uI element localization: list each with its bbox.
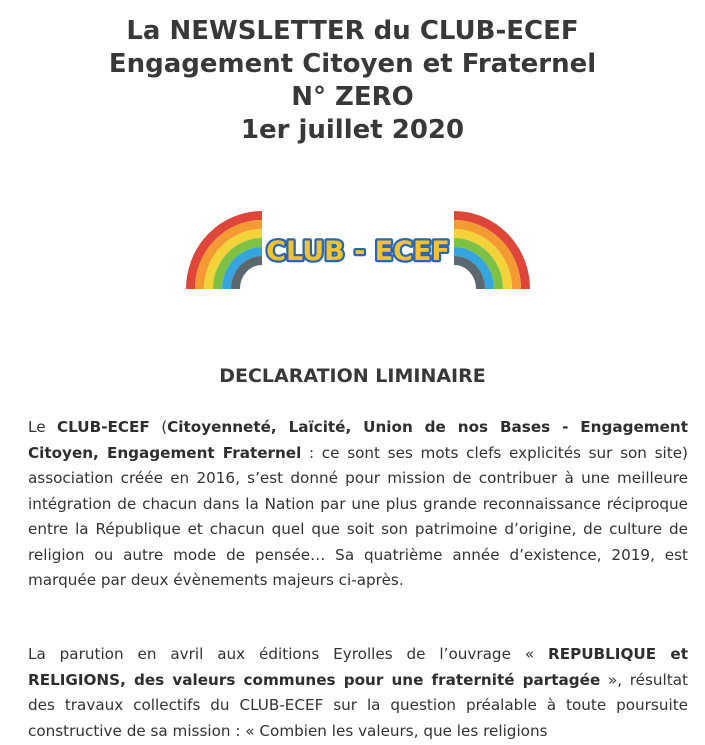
newsletter-subtitle: Engagement Citoyen et Fraternel <box>108 49 597 79</box>
newsletter-header <box>0 15 705 147</box>
p2-text-1: La parution en avril aux éditions Eyrolles de l’ouvrage « <box>28 645 549 663</box>
issue-number: N° ZERO <box>291 82 414 112</box>
p1-text-2: ( <box>149 418 168 436</box>
right-rainbow <box>454 216 526 290</box>
p2-book-title: REPUBLIQUE et RELIGIONS, des valeurs communes pour une fraternité partagée <box>28 645 688 689</box>
section-title: DECLARATION LIMINAIRE <box>219 365 486 387</box>
p2-text-2: », résultat des travaux collectifs du CLUB-ECEF sur la question préalable à toute poursuite constructive de sa mission : « Combien les valeurs, que les religions <box>28 670 688 740</box>
paragraph-publication <box>28 642 688 744</box>
paragraph-intro <box>28 415 688 594</box>
p1-club-name: CLUB-ECEF <box>57 418 150 436</box>
p1-text-3: : ce sont ses mots clefs explicités sur son site) association créée en 2016, s’est donné pour mission de contribuer à une meilleure intégration de chacun dans la Nation par une plus grande reconnaissance réciproque entre la République et chacun quel que soit son patrimoine d’origine, de culture de religion ou autre mode de pensée… Sa quatrième année d’existence, 2019, est marquée par deux évènements majeurs ci-après. <box>28 443 688 589</box>
newsletter-title: La NEWSLETTER du CLUB-ECEF <box>126 16 579 46</box>
club-ecef-logo <box>186 211 530 289</box>
p1-text-1: Le <box>28 418 57 436</box>
issue-date: 1er juillet 2020 <box>240 115 465 145</box>
logo-text: CLUB - ECEF <box>266 236 450 267</box>
p1-keywords: Citoyenneté, Laïcité, Union de nos Bases - Engagement Citoyen, Engagement Fraternel <box>28 418 688 462</box>
left-rainbow <box>191 216 263 290</box>
